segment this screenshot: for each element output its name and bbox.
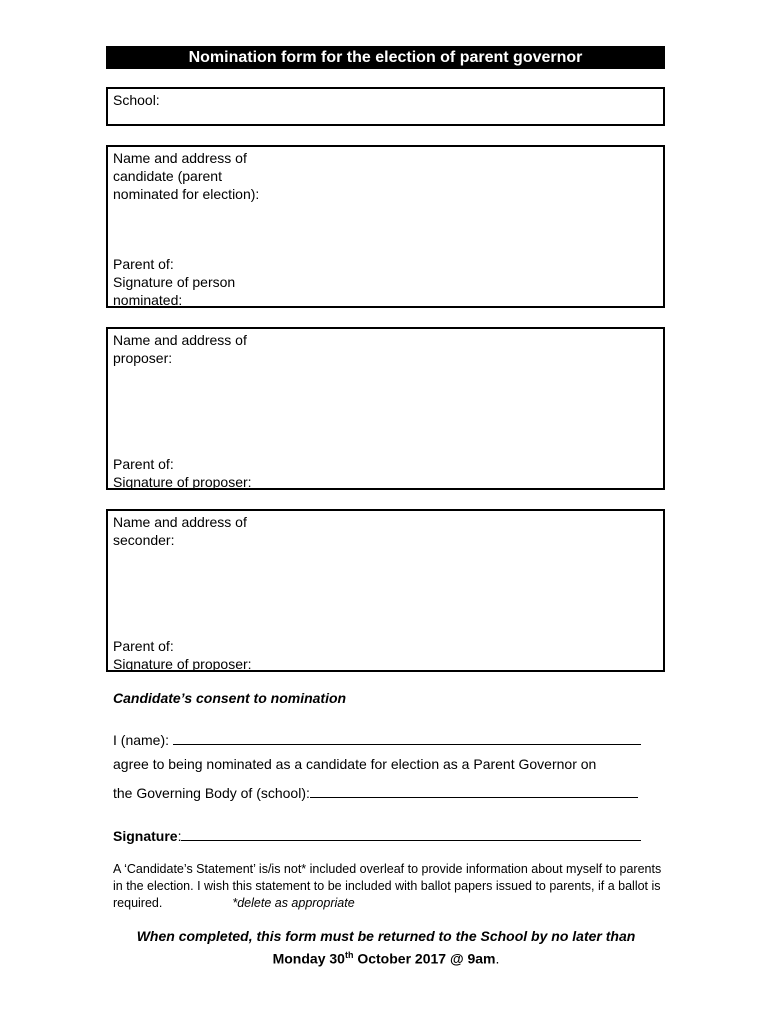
consent-school-input[interactable] (310, 783, 638, 798)
deadline-line2 (106, 946, 666, 969)
proposer-name-address-label: Name and address of proposer: (113, 332, 247, 366)
school-field-box[interactable] (106, 87, 665, 126)
consent-agree-text: agree to being nominated as a candidate for election as a Parent Governor on (113, 756, 597, 772)
deadline-date-suffix: October 2017 @ 9am (353, 950, 496, 967)
deadline-date-end: . (495, 950, 500, 967)
deadline-date-sup: th (344, 950, 354, 960)
return-deadline-note (106, 927, 666, 969)
seconder-name-address-label: Name and address of seconder: (113, 514, 247, 548)
proposer-section[interactable] (106, 327, 665, 490)
consent-signature-input[interactable] (181, 826, 641, 841)
candidate-name-address-label: Name and address of candidate (parent nominated for election): (113, 150, 260, 202)
seconder-signature-label: Signature of proposer: (113, 656, 252, 672)
consent-name-input[interactable] (173, 730, 641, 745)
consent-governing-label: the Governing Body of (school): (113, 785, 310, 801)
proposer-parent-of-label: Parent of: (113, 456, 174, 472)
consent-signature-line (113, 826, 641, 844)
seconder-section[interactable] (106, 509, 665, 672)
school-label: School: (113, 92, 160, 108)
deadline-line1: When completed, this form must be returned to the School by no later than (136, 928, 636, 944)
deadline-date-prefix: Monday 30 (272, 950, 345, 967)
consent-signature-label: Signature (113, 828, 178, 844)
seconder-parent-of-label: Parent of: (113, 638, 174, 654)
form-title: Nomination form for the election of parent governor (106, 46, 665, 69)
candidate-statement-note (113, 861, 663, 912)
candidate-section[interactable] (106, 145, 665, 308)
consent-name-label: I (name): (113, 732, 170, 748)
statement-text: A ‘Candidate’s Statement’ is/is not* included overleaf to provide information about myself to parents in the election. I wish this statement to be included with ballot papers issued to parents, if a ballot is required. (113, 862, 662, 910)
proposer-signature-label: Signature of proposer: (113, 474, 252, 490)
candidate-parent-of-label: Parent of: (113, 256, 174, 272)
consent-signature-colon: : (177, 828, 182, 844)
delete-note: *delete as appropriate (232, 896, 355, 910)
consent-name-line (113, 730, 641, 748)
consent-governing-line (113, 783, 638, 801)
consent-heading: Candidate’s consent to nomination (113, 690, 347, 706)
candidate-signature-label: Signature of person nominated: (113, 274, 236, 308)
